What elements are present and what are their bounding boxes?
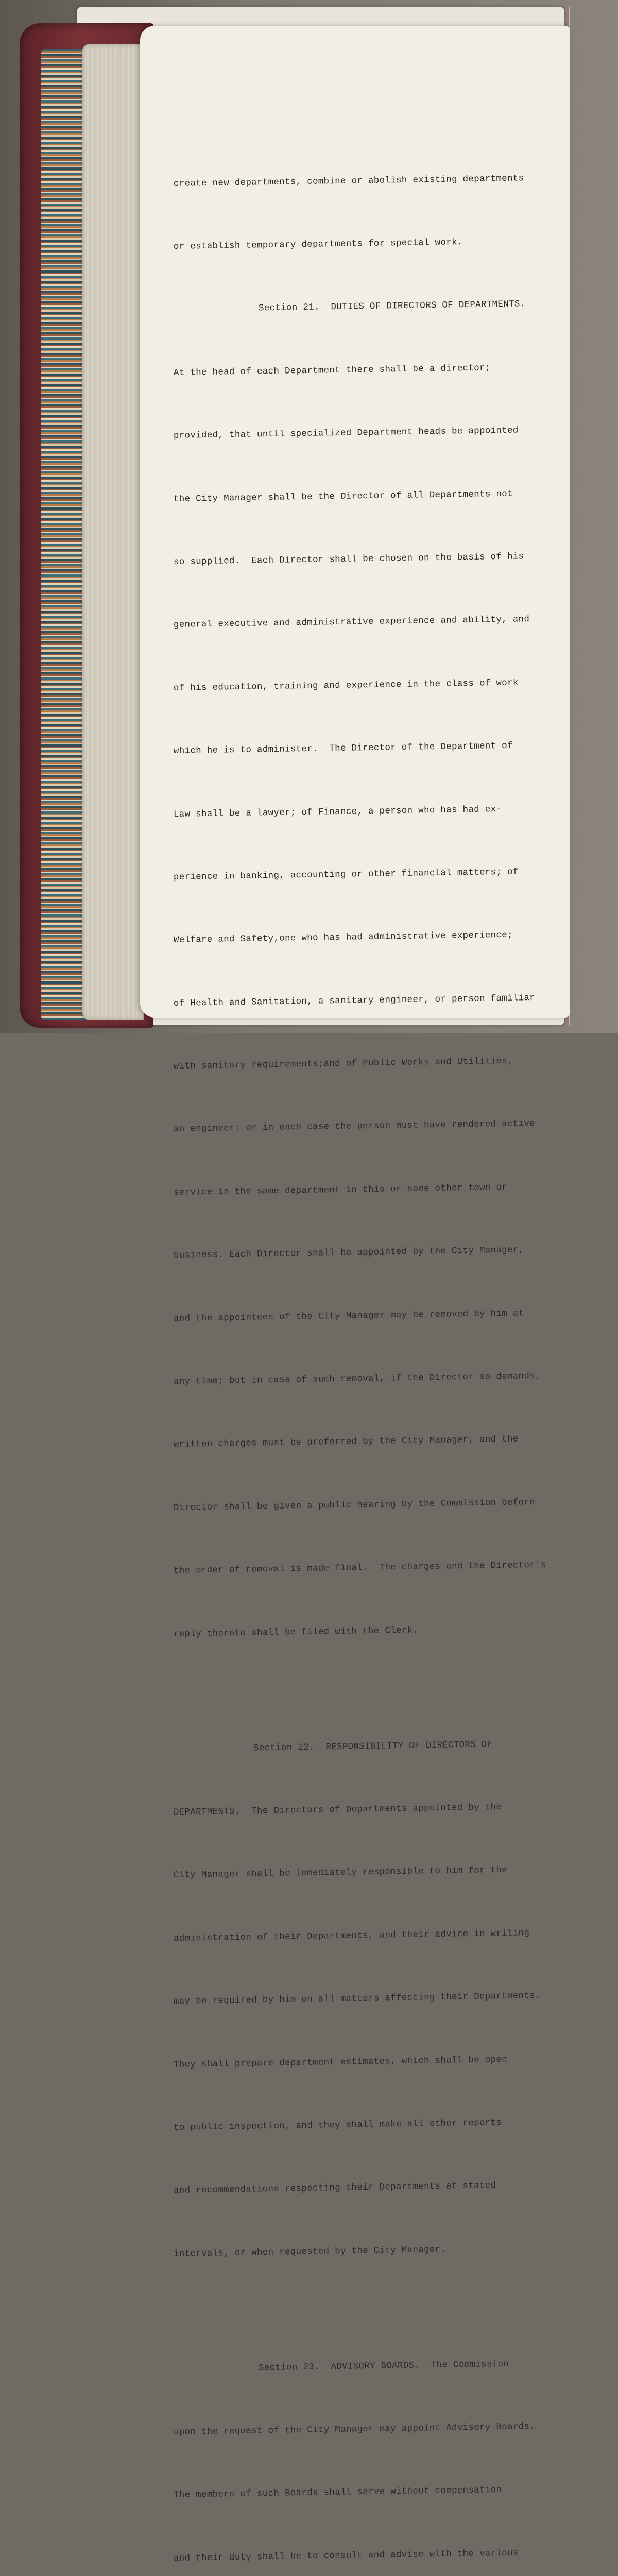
text-line: business. Each Director shall be appointed by the City Manager,	[173, 1245, 524, 1261]
text-line: may be required by him on all matters affecting their Departments.	[173, 1990, 541, 2007]
section-23-heading: Section 23. ADVISORY BOARDS. The Commission	[258, 2359, 509, 2374]
text-line: written charges must be preferred by the City Manager, and the	[173, 1434, 519, 1450]
marbled-page-edge	[41, 49, 88, 1020]
text-line: upon the request of the City Manager may appoint Advisory Boards.	[173, 2421, 536, 2438]
page-stack	[82, 44, 144, 1020]
text-line: perience in banking, accounting or other financial matters; of	[173, 867, 519, 883]
text-line: with sanitary requirements;and of Public Works and Utilities,	[173, 1056, 513, 1072]
text-line: any time; but in case of such removal, if the Director so demands,	[173, 1370, 541, 1387]
text-line: administration of their Departments, and their advice in writing	[173, 1927, 530, 1944]
text-line: At the head of each Department there shall be a director;	[173, 363, 491, 378]
text-line: The members of such Boards shall serve without compensation	[173, 2485, 502, 2501]
text-line: DEPARTMENTS. The Directors of Departments appointed by the	[173, 1802, 502, 1818]
text-line: of his education, training and experience in the class of work	[173, 677, 519, 693]
text-line: create new departments, combine or abolish existing departments	[173, 173, 524, 189]
text-line: so supplied. Each Director shall be chosen on the basis of his	[173, 551, 524, 567]
text-line: They shall prepare department estimates, which shall be open	[173, 2054, 508, 2070]
text-line: and the appointees of the City Manager may be removed by him at	[173, 1308, 524, 1324]
text-line: or establish temporary departments for special work.	[173, 237, 463, 252]
typed-text-body	[174, 131, 565, 2576]
text-line: City Manager shall be immediately responsible to him for the	[173, 1865, 508, 1881]
text-line: reply thereto shall be filed with the Clerk.	[173, 1625, 419, 1639]
text-line: service in the same department in this or some other town or	[173, 1182, 508, 1198]
text-line: and their duty shall be to consult and advise with the various	[173, 2548, 519, 2564]
text-line: Director shall be given a public hearing by the Commission before	[173, 1497, 536, 1513]
text-line: which he is to administer. The Director of the Department of	[173, 740, 513, 757]
text-line: Law shall be a lawyer; of Finance, a person who has had ex-	[173, 804, 502, 820]
section-21-heading: Section 21. DUTIES OF DIRECTORS OF DEPARTMENTS.	[258, 299, 526, 314]
text-line: and recommendations respecting their Departments at stated	[173, 2180, 496, 2196]
text-line: to public inspection, and they shall make all other reports	[173, 2117, 502, 2133]
text-line: provided, that until specialized Department heads be appointed	[173, 425, 519, 442]
section-22-heading: Section 22. RESPONSIBILITY OF DIRECTORS OF	[253, 1739, 493, 1754]
text-line: of Health and Sanitation, a sanitary engineer, or person familiar	[173, 992, 536, 1009]
text-line: Welfare and Safety,one who has had administrative experience;	[173, 929, 513, 946]
text-line: the order of removal is made final. The charges and the Director's	[173, 1560, 546, 1577]
paragraph-gap	[174, 2307, 565, 2317]
text-line: general executive and administrative experience and ability, and	[173, 614, 530, 631]
text-line: the City Manager shall be the Director of all Departments not	[173, 488, 513, 504]
document-page	[140, 26, 570, 2564]
text-line: an engineer: or in each case the person must have rendered active	[173, 1118, 536, 1135]
text-line: intervals, or when requested by the City Manager.	[173, 2244, 447, 2259]
paragraph-gap	[174, 1687, 565, 1697]
